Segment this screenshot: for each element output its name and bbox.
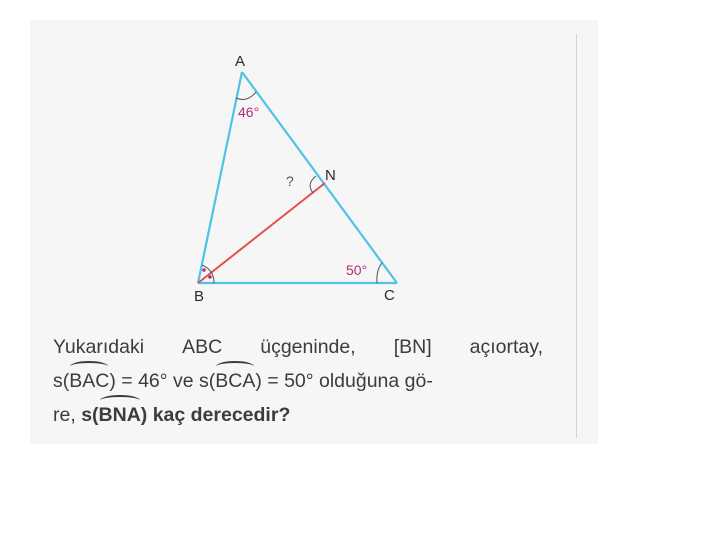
vertex-b-label: B xyxy=(194,288,205,305)
angle-c-label: 50° xyxy=(346,262,368,278)
angle-a-label: 46° xyxy=(238,104,260,120)
unknown-angle-label: ? xyxy=(286,173,294,189)
arc-bna: BNA xyxy=(99,398,141,432)
text-end-2: ) = 50° olduğuna gö- xyxy=(255,370,433,392)
angle-b-mark-2 xyxy=(208,275,212,279)
text-mid-2: ) = 46° ve s( xyxy=(109,370,216,392)
word-yukaridaki: Yukarıdaki xyxy=(53,336,145,358)
word-aciortay: açıortay, xyxy=(469,336,543,358)
problem-line-1 xyxy=(53,330,543,364)
bisector-bn xyxy=(198,183,325,283)
vertex-c-label: C xyxy=(384,287,395,304)
problem-line-2 xyxy=(53,364,543,398)
question-text: ) kaç derecedir? xyxy=(140,404,291,426)
side-ab xyxy=(198,72,242,283)
angle-b-mark-1 xyxy=(202,268,206,272)
problem-line-3 xyxy=(53,398,543,432)
question-s-open: s( xyxy=(81,404,99,426)
angle-a-arc xyxy=(236,92,256,100)
arc-bca: BCA xyxy=(215,364,255,398)
vertex-n-label: N xyxy=(325,167,336,184)
problem-statement xyxy=(53,330,543,432)
side-ac xyxy=(242,72,397,283)
word-ucgeninde: üçgeninde, xyxy=(260,336,356,358)
word-abc: ABC xyxy=(182,336,223,358)
angle-c-arc xyxy=(377,263,382,283)
arc-bac: BAC xyxy=(69,364,109,398)
text-s-open-1: s( xyxy=(53,370,70,392)
text-re: re, xyxy=(53,404,82,426)
vertex-a-label: A xyxy=(235,53,246,70)
word-bn: [BN] xyxy=(393,336,432,358)
